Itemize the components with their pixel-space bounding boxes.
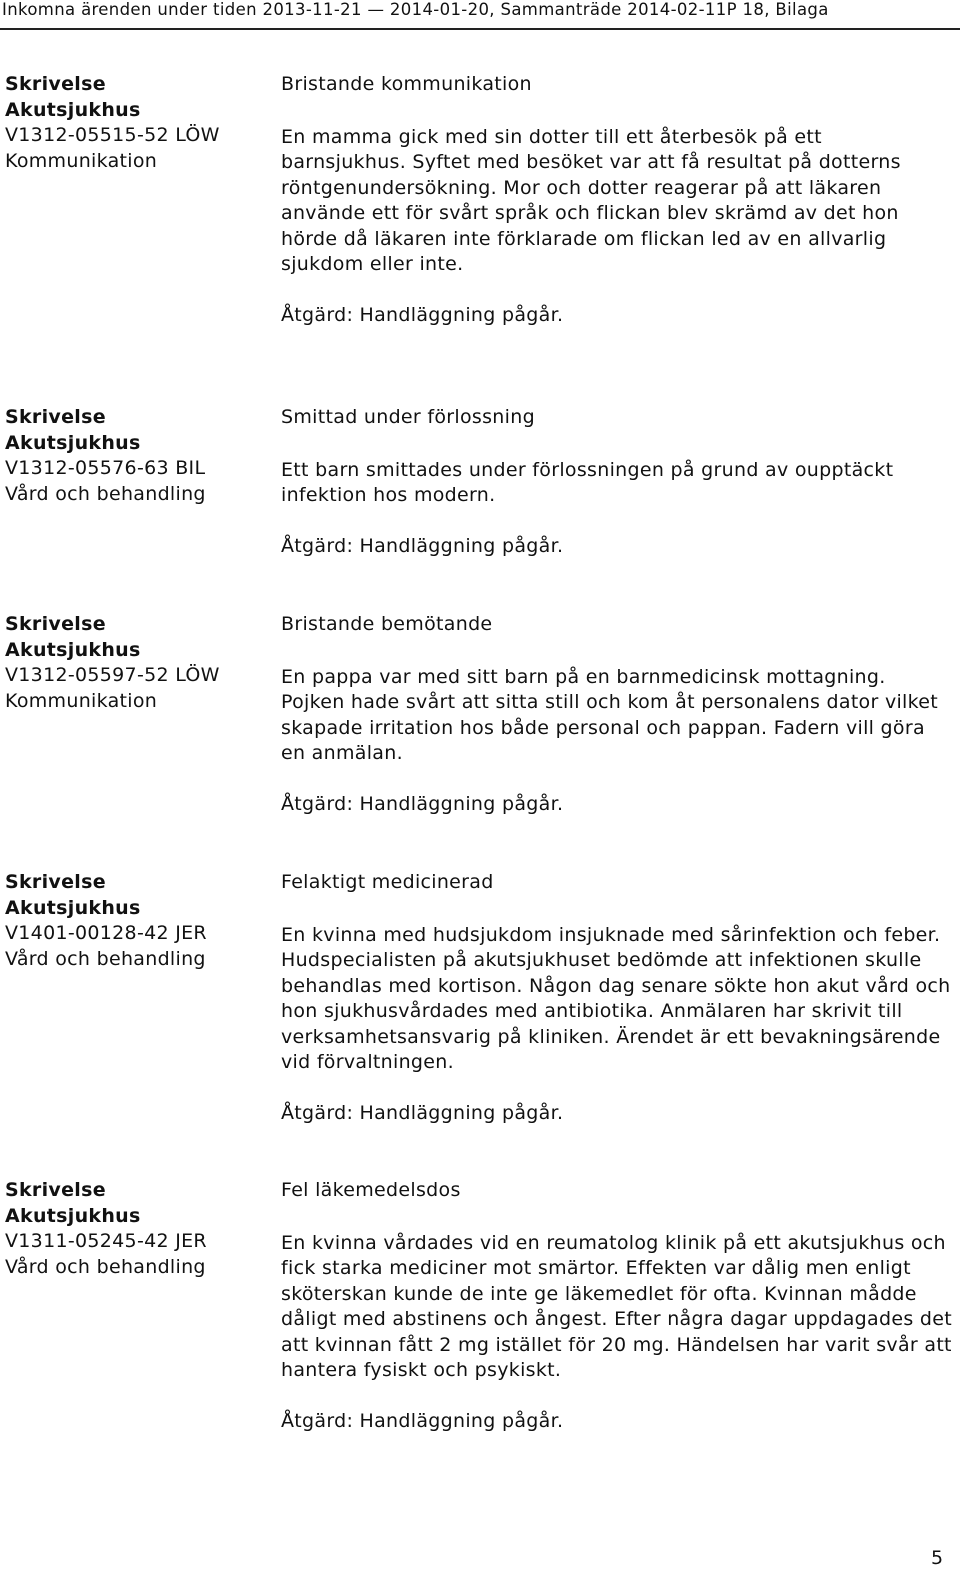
- case-content: [281, 405, 953, 559]
- case-title: Felaktigt medicinerad: [281, 871, 494, 893]
- case-description: En pappa var med sitt barn på en barnmedicinsk mottagning. Pojken hade svårt att sitta still och kom åt personalens dator vilket skapade irritation hos både personal och pappan. Fadern vill göra en anmälan.: [281, 665, 939, 764]
- case-type: Skrivelse: [5, 613, 106, 635]
- header-divider: [0, 28, 960, 30]
- case-content: [281, 870, 953, 1126]
- case-category: Kommunikation: [5, 689, 158, 712]
- case-id: V1312-05576-63 BIL: [5, 457, 206, 479]
- case-id: V1312-05597-52 LÖW: [5, 664, 220, 686]
- case-category: Kommunikation: [5, 149, 158, 172]
- case-meta: [5, 405, 260, 507]
- case-id: V1401-00128-42 JER: [5, 922, 207, 944]
- case-description: En kvinna vårdades vid en reumatolog klinik på ett akutsjukhus och fick starka mediciner mot smärtor. Effekten var dålig men enligt sköterskan kunde de inte ge läkemedlet för ofta. Kvinnan mådde dåligt med abstinens och ångest. Efter några dagar uppdagades det att kvinnan fått 2 mg istället för 20 mg. Händelsen har varit svår att hantera fysiskt och psykiskt.: [281, 1231, 952, 1381]
- case-category: Vård och behandling: [5, 1255, 206, 1278]
- page-number: 5: [931, 1547, 944, 1569]
- case-category: Vård och behandling: [5, 482, 206, 505]
- case-description: En kvinna med hudsjukdom insjuknade med sårinfektion och feber. Hudspecialisten på akutsjukhuset bedömde att infektionen skulle behandlas med kortison. Någon dag senare sökte hon akut vård och hon sjukhusvårdades med antibiotika. Anmälaren har skrivit till verksamhetsansvarig på kliniken. Ärendet är ett bevakningsärende vid förvaltningen.: [281, 923, 951, 1073]
- case-description: Ett barn smittades under förlossningen på grund av oupptäckt infektion hos modern.: [281, 458, 894, 506]
- case-unit: Akutsjukhus: [5, 431, 141, 454]
- case-type: Skrivelse: [5, 1179, 106, 1201]
- case-description: En mamma gick med sin dotter till ett återbesök på ett barnsjukhus. Syftet med besöket var att få resultat på dotterns röntgenundersökning. Mor och dotter reagerar på att läkaren använde ett för svårt språk och flickan blev skrämd av det hon hörde då läkaren inte förklarade om flickan led av en allvarlig sjukdom eller inte.: [281, 125, 901, 275]
- case-unit: Akutsjukhus: [5, 896, 141, 919]
- case-id: V1311-05245-42 JER: [5, 1230, 207, 1252]
- case-type: Skrivelse: [5, 73, 106, 95]
- case-content: [281, 612, 953, 817]
- case-meta: [5, 72, 260, 174]
- case-unit: Akutsjukhus: [5, 638, 141, 661]
- case-title: Fel läkemedelsdos: [281, 1179, 461, 1201]
- case-type: Skrivelse: [5, 406, 106, 428]
- case-action: Åtgärd: Handläggning pågår.: [281, 792, 564, 815]
- case-content: [281, 72, 953, 328]
- case-action: Åtgärd: Handläggning pågår.: [281, 534, 564, 557]
- case-type: Skrivelse: [5, 871, 106, 893]
- case-meta: [5, 612, 260, 714]
- case-unit: Akutsjukhus: [5, 98, 141, 121]
- case-title: Bristande kommunikation: [281, 73, 532, 95]
- case-title: Smittad under förlossning: [281, 406, 535, 428]
- case-id: V1312-05515-52 LÖW: [5, 124, 220, 146]
- case-action: Åtgärd: Handläggning pågår.: [281, 303, 564, 326]
- case-action: Åtgärd: Handläggning pågår.: [281, 1409, 564, 1432]
- case-category: Vård och behandling: [5, 947, 206, 970]
- case-content: [281, 1178, 953, 1434]
- case-meta: [5, 870, 260, 972]
- page-header: Inkomna ärenden under tiden 2013-11-21 — 2014-01-20, Sammanträde 2014-02-11P 18, Bilaga: [2, 0, 829, 19]
- case-unit: Akutsjukhus: [5, 1204, 141, 1227]
- case-action: Åtgärd: Handläggning pågår.: [281, 1101, 564, 1124]
- case-title: Bristande bemötande: [281, 613, 493, 635]
- case-meta: [5, 1178, 260, 1280]
